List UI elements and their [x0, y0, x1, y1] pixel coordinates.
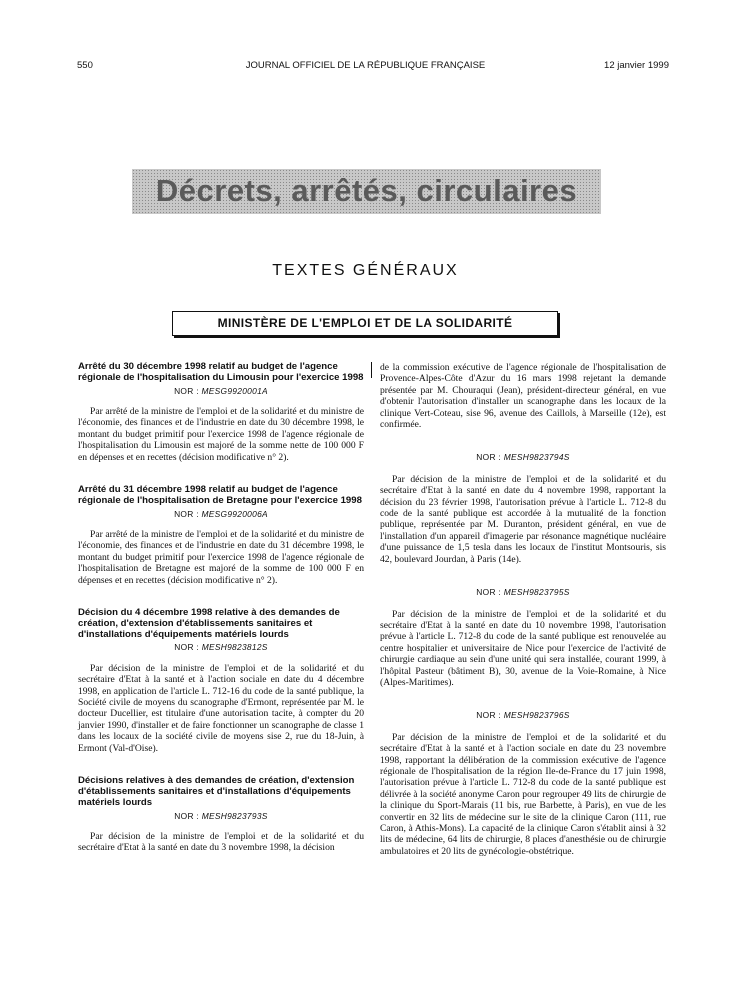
decision-body: Par décision de la ministre de l'emploi et de la solidarité et du secrétaire d'Etat à la santé en date du 10 novembre 1998, l'autorisation prévue à l'article L. 712-8 du code de la santé publique est renouvelée au centre hospitalier et universitaire de Nice pour l'exercice de l'activité de chirurgie cardiaque au sein d'une unité qui sera installée, courant 1999, à l'hôpital Pasteur (bâtiment B), 30, avenue de la Voie-Romaine, à Nice (Alpes-Maritimes).: [380, 608, 666, 688]
decision: [380, 587, 666, 688]
column-divider: [371, 362, 372, 378]
nor-code: MESG9920001A: [201, 385, 268, 396]
decision: [380, 710, 666, 857]
article-body-continued: de la commission exécutive de l'agence régionale de l'hospitalisation de Provence-Alpes-Côte d'Azur du 16 mars 1998 rejetant la demande présentée par M. Chouraqui (Jean), président-directeur général, en vue d'obtenir l'autorisation d'installer un scanographe dans les locaux de la clinique Vert-Coteau, sise 96, avenue des Caillols, à Marseille (12e), est confirmée.: [380, 362, 666, 431]
article-title: Décisions relatives à des demandes de création, d'extension d'établissements sanitaires et d'installations d'équipements matériels lourds: [78, 775, 355, 808]
nor-label: NOR :: [476, 452, 502, 463]
nor-label: NOR :: [476, 710, 502, 721]
article-body: Par arrêté de la ministre de l'emploi et de la solidarité et du ministre de l'économie, des finances et de l'industrie en date du 30 décembre 1998, le montant du budget primitif pour l'exercice 1998 de l'agence régionale de l'hospitalisation du Limousin est majoré de la somme nette de 100 000 F en dépenses et en recettes (décision modificative n° 2).: [78, 406, 364, 463]
nor-line: [78, 642, 364, 653]
article: [78, 608, 364, 754]
nor-label: NOR :: [174, 508, 199, 519]
article-body: Par arrêté de la ministre de l'emploi et de la solidarité et du ministre de l'économie, des finances et de l'industrie en date du 31 décembre 1998, le montant du budget primitif pour l'exercice 1998 de l'agence régionale de l'hospitalisation de Bretagne est majoré de la somme de 100 000 F en dépenses et en recettes (décision modificative n° 2).: [78, 529, 364, 586]
nor-line: [78, 386, 364, 397]
ministry-title: MINISTÈRE DE L'EMPLOI ET DE LA SOLIDARITÉ: [217, 316, 513, 330]
page-number: 550: [77, 60, 93, 71]
article-title: Arrêté du 30 décembre 1998 relatif au budget de l'agence régionale de l'hospitalisation du Limousin pour l'exercice 1998: [78, 361, 364, 383]
article: [78, 485, 364, 586]
article: [78, 776, 364, 854]
ministry-box: [172, 311, 558, 336]
article-title: Arrêté du 31 décembre 1998 relatif au budget de l'agence régionale de l'hospitalisation de Bretagne pour l'exercice 1998: [78, 484, 362, 506]
right-column: [380, 362, 666, 857]
nor-label: NOR :: [174, 642, 200, 653]
article: [78, 362, 364, 463]
nor-label: NOR :: [174, 810, 200, 821]
nor-line: [380, 710, 666, 721]
decision: [380, 452, 666, 565]
decision-body: Par décision de la ministre de l'emploi et de la solidarité et du secrétaire d'Etat à la santé en date du 4 novembre 1998, rapportant la décision du 23 février 1998, l'autorisation prévue à l'article L. 712-8 du code de la santé publique est accordée à la mutualité de la fonction publique, représentée par M. Duranton, président général, en vue de l'installation d'un appareil d'imagerie par résonance magnétique nucléaire d'une puissance de 1,5 tesla dans les locaux de l'institut Montsouris, sis 42, boulevard Jourdan, à Paris (14e).: [380, 473, 666, 565]
nor-code: MESH9823796S: [503, 710, 570, 721]
nor-label: NOR :: [476, 587, 502, 598]
nor-line: [380, 587, 666, 598]
nor-code: MESH9823793S: [201, 810, 268, 821]
article-body: Par décision de la ministre de l'emploi et de la solidarité et du secrétaire d'Etat à la santé en date du 3 novembre 1998, la décision: [78, 830, 364, 854]
nor-line: [78, 811, 364, 822]
rubric-banner: [132, 169, 601, 214]
nor-line: [380, 452, 666, 463]
rubric-title: Décrets, arrêtés, circulaires: [155, 173, 578, 208]
article-title: Décision du 4 décembre 1998 relative à des demandes de création, d'extension d'établissements sanitaires et d'installations d'équipements matériels lourds: [78, 607, 340, 640]
nor-code: MESH9823794S: [503, 452, 570, 463]
nor-code: MESG9920006A: [201, 508, 268, 519]
article-body: Par décision de la ministre de l'emploi et de la solidarité et du secrétaire d'Etat à la santé et à l'action sociale en date du 4 décembre 1998, en application de l'article L. 712-16 du code de la santé publique, la Société civile de moyens du scanographe d'Ermont, représentée par M. le docteur Ducellier, est titulaire d'une autorisation tacite, à compter du 20 janvier 1990, d'installer et de faire fonctionner un scanographe de classe 1 dans les locaux de la société civile de moyens sise 2, rue du 18-Juin, à Ermont (Val-d'Oise).: [78, 662, 364, 754]
decision-body: Par décision de la ministre de l'emploi et de la solidarité et du secrétaire d'Etat à la santé et à l'action sociale en date du 23 novembre 1998, rapportant la délibération de la commission exécutive de l'agence régionale de l'hospitalisation de la région Ile-de-France du 17 juin 1998, l'autorisation prévue à l'article L. 712-8 du code de la santé publique est délivrée à la société anonyme Caron pour regrouper 49 lits de chirurgie de la clinique du Sport-Marais (11 bis, rue Barbette, à Paris), en vue de les convertir en 32 lits de médecine sur le site de la clinique Caron (111, rue Caron, à Athis-Mons). La capacité de la clinique Caron s'établit ainsi à 32 lits de médecine, 64 lits de chirurgie, 8 places d'anesthésie ou de chirurgie ambulatoires et 20 lits de gynécologie-obstétrique.: [380, 731, 666, 857]
nor-label: NOR :: [174, 385, 199, 396]
journal-title: JOURNAL OFFICIEL DE LA RÉPUBLIQUE FRANÇAISE: [245, 60, 486, 71]
nor-code: MESH9823812S: [201, 642, 268, 653]
section-title: TEXTES GÉNÉRAUX: [272, 262, 459, 279]
issue-date: 12 janvier 1999: [604, 60, 669, 71]
left-column: [78, 362, 364, 854]
nor-line: [78, 509, 364, 520]
nor-code: MESH9823795S: [503, 587, 570, 598]
